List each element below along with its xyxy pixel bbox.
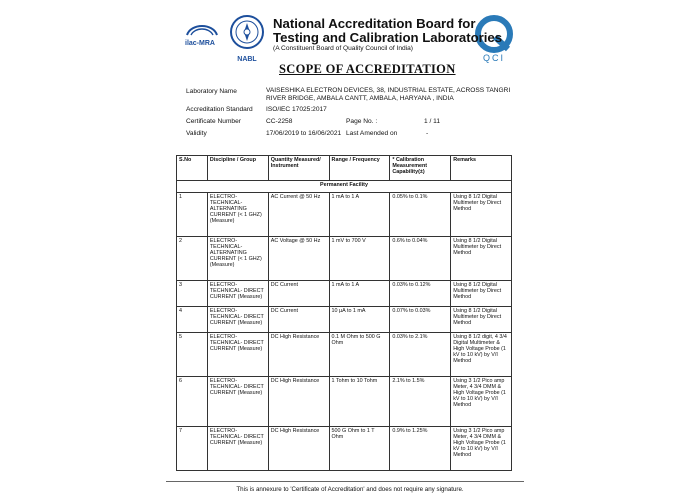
cell-discipline: ELECTRO-TECHNICAL- DIRECT CURRENT (Measure) — [207, 281, 268, 307]
board-title — [273, 17, 502, 45]
board-subtitle: (A Constituent Board of Quality Council of India) — [273, 45, 414, 52]
nabl-logo — [228, 13, 266, 65]
cell-quantity: DC High Resistance — [268, 427, 329, 471]
standard-label: Accreditation Standard — [186, 106, 253, 113]
standard-value: ISO/IEC 17025:2017 — [266, 106, 327, 113]
board-title-line1: National Accreditation Board for — [273, 16, 476, 31]
amended-label: Last Amended on — [346, 130, 398, 137]
ilac-mra-logo — [183, 19, 221, 49]
table-row — [177, 193, 512, 237]
table-row — [177, 427, 512, 471]
cell-sno: 1 — [177, 193, 208, 237]
cell-sno: 2 — [177, 237, 208, 281]
cell-remarks: Using 8 1/2 digit, 4 3/4 Digital Multimeter & High Voltage Probe (1 kV to 10 kV) by V/I Method — [451, 333, 512, 377]
scope-table — [176, 155, 512, 471]
cell-discipline: ELECTRO-TECHNICAL- DIRECT CURRENT (Measure) — [207, 307, 268, 333]
section-row — [177, 181, 512, 193]
cell-quantity: AC Voltage @ 50 Hz — [268, 237, 329, 281]
cell-discipline: ELECTRO-TECHNICAL- DIRECT CURRENT (Measure) — [207, 333, 268, 377]
cell-cmc: 0.05% to 0.1% — [390, 193, 451, 237]
cell-range: 1 Tohm to 10 Tohm — [329, 377, 390, 427]
cell-remarks: Using 8 1/2 Digital Multimeter by Direct Method — [451, 307, 512, 333]
cell-remarks: Using 8 1/2 Digital Multimeter by Direct Method — [451, 237, 512, 281]
footer-divider — [166, 481, 524, 482]
cell-discipline: ELECTRO-TECHNICAL-ALTERNATING CURRENT (< 1 GHZ) (Measure) — [207, 237, 268, 281]
cell-sno: 5 — [177, 333, 208, 377]
cell-range: 1 mV to 700 V — [329, 237, 390, 281]
cell-range: 1 mA to 1 A — [329, 193, 390, 237]
cell-range: 10 µA to 1 mA — [329, 307, 390, 333]
header-remarks: Remarks — [451, 156, 512, 181]
section-permanent-facility: Permanent Facility — [177, 181, 512, 193]
validity-label: Validity — [186, 130, 207, 137]
board-title-line2: Testing and Calibration Laboratories — [273, 30, 503, 45]
table-row — [177, 307, 512, 333]
cell-remarks: Using 8 1/2 Digital Multimeter by Direct Method — [451, 193, 512, 237]
amended-value: - — [426, 130, 429, 137]
lab-name-line2: RIVER BRIDGE, AMBALA CANTT, AMBALA, HARYANA , INDIA — [266, 95, 454, 102]
cell-sno: 6 — [177, 377, 208, 427]
table-header-row — [177, 156, 512, 181]
cell-discipline: ELECTRO-TECHNICAL-ALTERNATING CURRENT (< 1 GHZ) (Measure) — [207, 193, 268, 237]
cell-cmc: 0.03% to 2.1% — [390, 333, 451, 377]
cell-sno: 7 — [177, 427, 208, 471]
cell-discipline: ELECTRO-TECHNICAL- DIRECT CURRENT (Measure) — [207, 377, 268, 427]
cell-sno: 4 — [177, 307, 208, 333]
certificate-value: CC-2258 — [266, 118, 293, 125]
cell-range: 0.1 M Ohm to 500 G Ohm — [329, 333, 390, 377]
cell-cmc: 0.6% to 0.04% — [390, 237, 451, 281]
cell-cmc: 2.1% to 1.5% — [390, 377, 451, 427]
cell-quantity: DC High Resistance — [268, 377, 329, 427]
table-row — [177, 237, 512, 281]
validity-value: 17/06/2019 to 16/06/2021 — [266, 130, 342, 137]
nabl-logo-text: NABL — [237, 56, 257, 63]
ilac-logo-text: ilac-MRA — [185, 40, 215, 47]
header-discipline: Discipline / Group — [207, 156, 268, 181]
qci-logo-text: QCI — [482, 53, 506, 63]
cell-cmc: 0.03% to 0.12% — [390, 281, 451, 307]
header-range: Range / Frequency — [329, 156, 390, 181]
cell-sno: 3 — [177, 281, 208, 307]
lab-name-line1: VAISESHIKA ELECTRON DEVICES, 38, INDUSTRIAL ESTATE, ACROSS TANGRI — [266, 87, 511, 94]
cell-remarks: Using 8 1/2 Digital Multimeter by Direct Method — [451, 281, 512, 307]
cell-cmc: 0.9% to 1.25% — [390, 427, 451, 471]
table-row — [177, 377, 512, 427]
scope-title: SCOPE OF ACCREDITATION — [279, 62, 456, 76]
table-row — [177, 333, 512, 377]
footer-note: This is annexure to 'Certificate of Accreditation' and does not require any signature. — [236, 486, 464, 493]
cell-range: 500 G Ohm to 1 T Ohm — [329, 427, 390, 471]
lab-name-label: Laboratory Name — [186, 88, 237, 95]
lab-name-value — [266, 87, 510, 103]
cell-remarks: Using 3 1/2 Pico amp Meter, 4 3/4 DMM & High Voltage Probe (1 kV to 10 kV) by V/I Method — [451, 377, 512, 427]
header-sno: S.No — [177, 156, 208, 181]
table-row — [177, 281, 512, 307]
header-quantity: Quantity Measured/ Instrument — [268, 156, 329, 181]
cell-remarks: Using 3 1/2 Pico amp Meter, 4 3/4 DMM & High Voltage Probe (1 kV to 10 kV) by V/I Method — [451, 427, 512, 471]
certificate-label: Certificate Number — [186, 118, 241, 125]
cell-quantity: DC Current — [268, 307, 329, 333]
cell-quantity: DC High Resistance — [268, 333, 329, 377]
cell-quantity: AC Current @ 50 Hz — [268, 193, 329, 237]
cell-cmc: 0.07% to 0.03% — [390, 307, 451, 333]
cell-discipline: ELECTRO-TECHNICAL- DIRECT CURRENT (Measure) — [207, 427, 268, 471]
cell-range: 1 mA to 1 A — [329, 281, 390, 307]
header-cmc: * Calibration Measurement Capability(±) — [390, 156, 451, 181]
page-label: Page No. : — [346, 118, 378, 125]
page-value: 1 / 11 — [424, 118, 441, 125]
cell-quantity: DC Current — [268, 281, 329, 307]
